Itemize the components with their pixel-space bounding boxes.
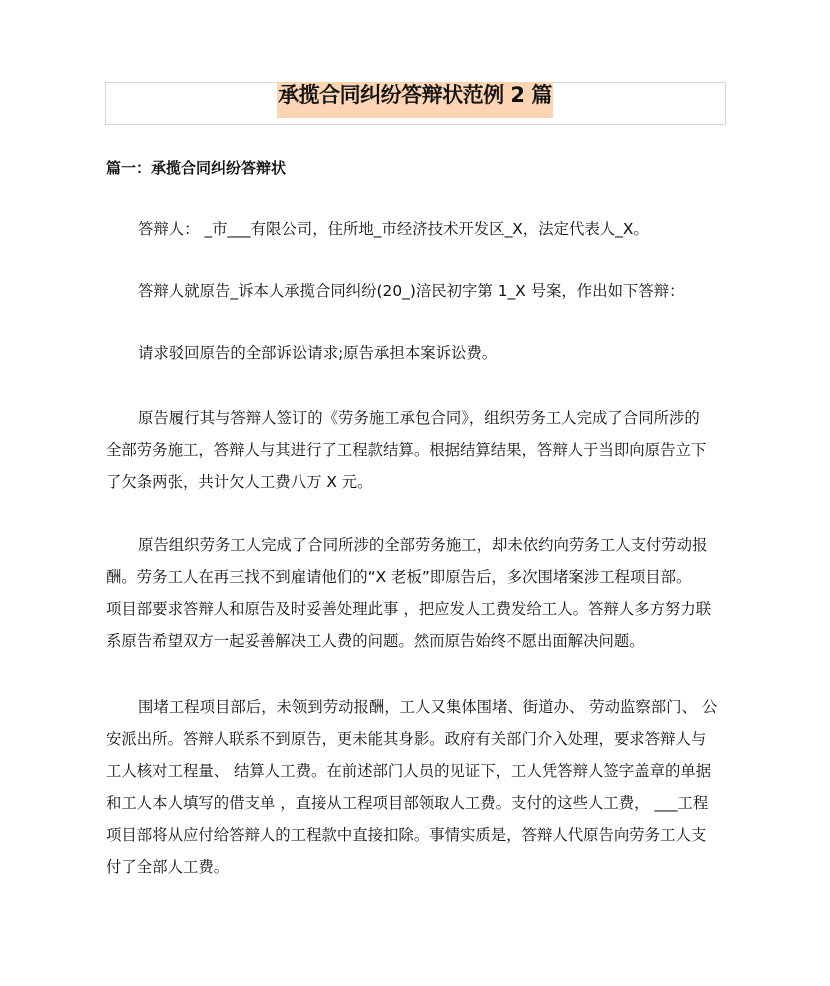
body-paragraph bbox=[106, 534, 730, 662]
paragraph-line: 工人核对工程量、 结算人工费。在前述部门人员的见证下，工人凭答辩人签字盖章的单据 bbox=[106, 762, 712, 780]
paragraph-line: 了欠条两张，共计欠人工费八万 X 元。 bbox=[106, 473, 373, 491]
paragraph-line: 原告组织劳务工人完成了合同所涉的全部劳务施工，却未依约向劳务工人支付劳动报 bbox=[138, 536, 708, 554]
paragraph-line: 答辩人： _市___有限公司，住所地_市经济技术开发区_X，法定代表人_X。 bbox=[138, 220, 649, 238]
paragraph-line: 项目部将从应付给答辩人的工程款中直接扣除。事情实质是，答辩人代原告向劳务工人支 bbox=[106, 826, 707, 844]
paragraph-line: 项目部要求答辩人和原告及时妥善处理此事 ，把应发人工费发给工人。答辩人多方努力联 bbox=[106, 600, 712, 618]
paragraph-line: 付了全部人工费。 bbox=[106, 858, 230, 876]
paragraph-line: 系原告希望双方一起妥善解决工人费的问题。然而原告始终不愿出面解决问题。 bbox=[106, 632, 645, 650]
paragraph-line: 全部劳务施工，答辩人与其进行了工程款结算。根据结算结果，答辩人于当即向原告立下 bbox=[106, 441, 707, 459]
body-paragraph bbox=[106, 407, 730, 503]
paragraph-line: 请求驳回原告的全部诉讼请求;原告承担本案诉讼费。 bbox=[138, 344, 498, 362]
document-title: 承揽合同纠纷答辩状范例 2 篇 bbox=[277, 82, 553, 118]
body-paragraph bbox=[106, 280, 730, 312]
paragraph-line: 围堵工程项目部后，未领到劳动报酬，工人又集体围堵、街道办、 劳动监察部门、 公 bbox=[138, 698, 718, 716]
paragraph-line: 和工人本人填写的借支单 ，直接从工程项目部领取人工费。支付的这些人工费， ___工程 bbox=[106, 794, 709, 812]
paragraph-line: 答辩人就原告_诉本人承揽合同纠纷(20_)涪民初字第 1_X 号案，作出如下答辩： bbox=[138, 282, 685, 300]
section-heading: 篇一：承揽合同纠纷答辩状 bbox=[106, 159, 287, 177]
body-paragraph bbox=[106, 696, 730, 888]
paragraph-line: 原告履行其与答辩人签订的《劳务施工承包合同》，组织劳务工人完成了合同所涉的 bbox=[138, 409, 700, 427]
paragraph-line: 酬。劳务工人在再三找不到雇请他们的“X 老板”即原告后，多次围堵案涉工程项目部。 bbox=[106, 568, 692, 586]
paragraph-line: 安派出所。答辩人联系不到原告，更未能其身影。政府有关部门介入处理，要求答辩人与 bbox=[106, 730, 707, 748]
body-paragraph bbox=[106, 218, 730, 250]
body-paragraph bbox=[106, 342, 730, 374]
